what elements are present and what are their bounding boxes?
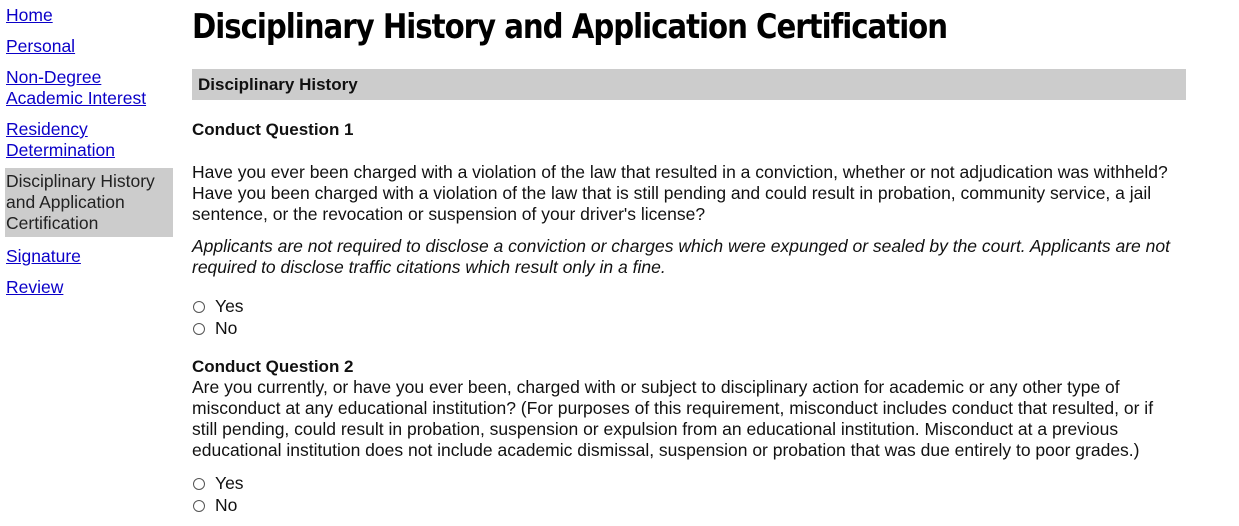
question-1-yes-label: Yes [215,296,244,316]
question-1-title: Conduct Question 1 [192,120,354,139]
question-2-options [192,473,1186,517]
question-2-yes-option[interactable] [192,473,1186,495]
question-2-title: Conduct Question 2 [192,356,354,376]
question-1-text: Have you ever been charged with a violation of the law that resulted in a conviction, whether or not adjudication was withheld? Have you been charged with a violation of the law that is still pending and could result in probation, community service, a jail sentence, or the revocation or suspension of your driver's license? [192,162,1168,224]
conduct-question-1 [192,119,1186,340]
question-2-no-option[interactable] [192,495,1186,517]
question-2-yes-radio[interactable] [193,478,205,490]
sidebar-item-disciplinary-history: Disciplinary History and Application Certification [5,168,173,237]
sidebar-item-signature[interactable]: Signature [6,246,81,266]
question-1-no-label: No [215,318,238,338]
conduct-question-2 [192,356,1186,517]
question-2-no-radio[interactable] [193,500,205,512]
sidebar-item-residency-determination[interactable]: Residency Determination [6,119,115,160]
section-header-disciplinary-history: Disciplinary History [192,69,1186,100]
question-1-no-option[interactable] [192,318,1186,340]
sidebar-item-review[interactable]: Review [6,277,64,297]
question-1-options [192,296,1186,340]
question-1-note: Applicants are not required to disclose a conviction or charges which were expunged or sealed by the court. Applicants are not required to disclose traffic citations which result only in a fine. [192,236,1170,277]
page-title: Disciplinary History and Application Certification [192,7,948,47]
sidebar-nav [5,4,173,307]
question-2-text: Are you currently, or have you ever been, charged with or subject to disciplinary action for academic or any other type of misconduct at any educational institution? (For purposes of this requirement, misconduct includes conduct that resulted, or if still pending, could result in probation, suspension or expulsion from an educational institution. Misconduct at a previous educational institution does not include academic dismissal, suspension or probation that was due entirely to poor grades.) [192,376,1154,460]
question-1-yes-option[interactable] [192,296,1186,318]
sidebar-item-home[interactable]: Home [6,5,53,25]
sidebar-item-non-degree-academic-interest[interactable]: Non-Degree Academic Interest [6,67,147,108]
question-1-no-radio[interactable] [193,323,205,335]
question-2-yes-label: Yes [215,473,244,493]
main-content [192,0,1186,517]
question-1-yes-radio[interactable] [193,301,205,313]
sidebar-item-personal[interactable]: Personal [6,36,76,56]
question-2-no-label: No [215,495,238,515]
